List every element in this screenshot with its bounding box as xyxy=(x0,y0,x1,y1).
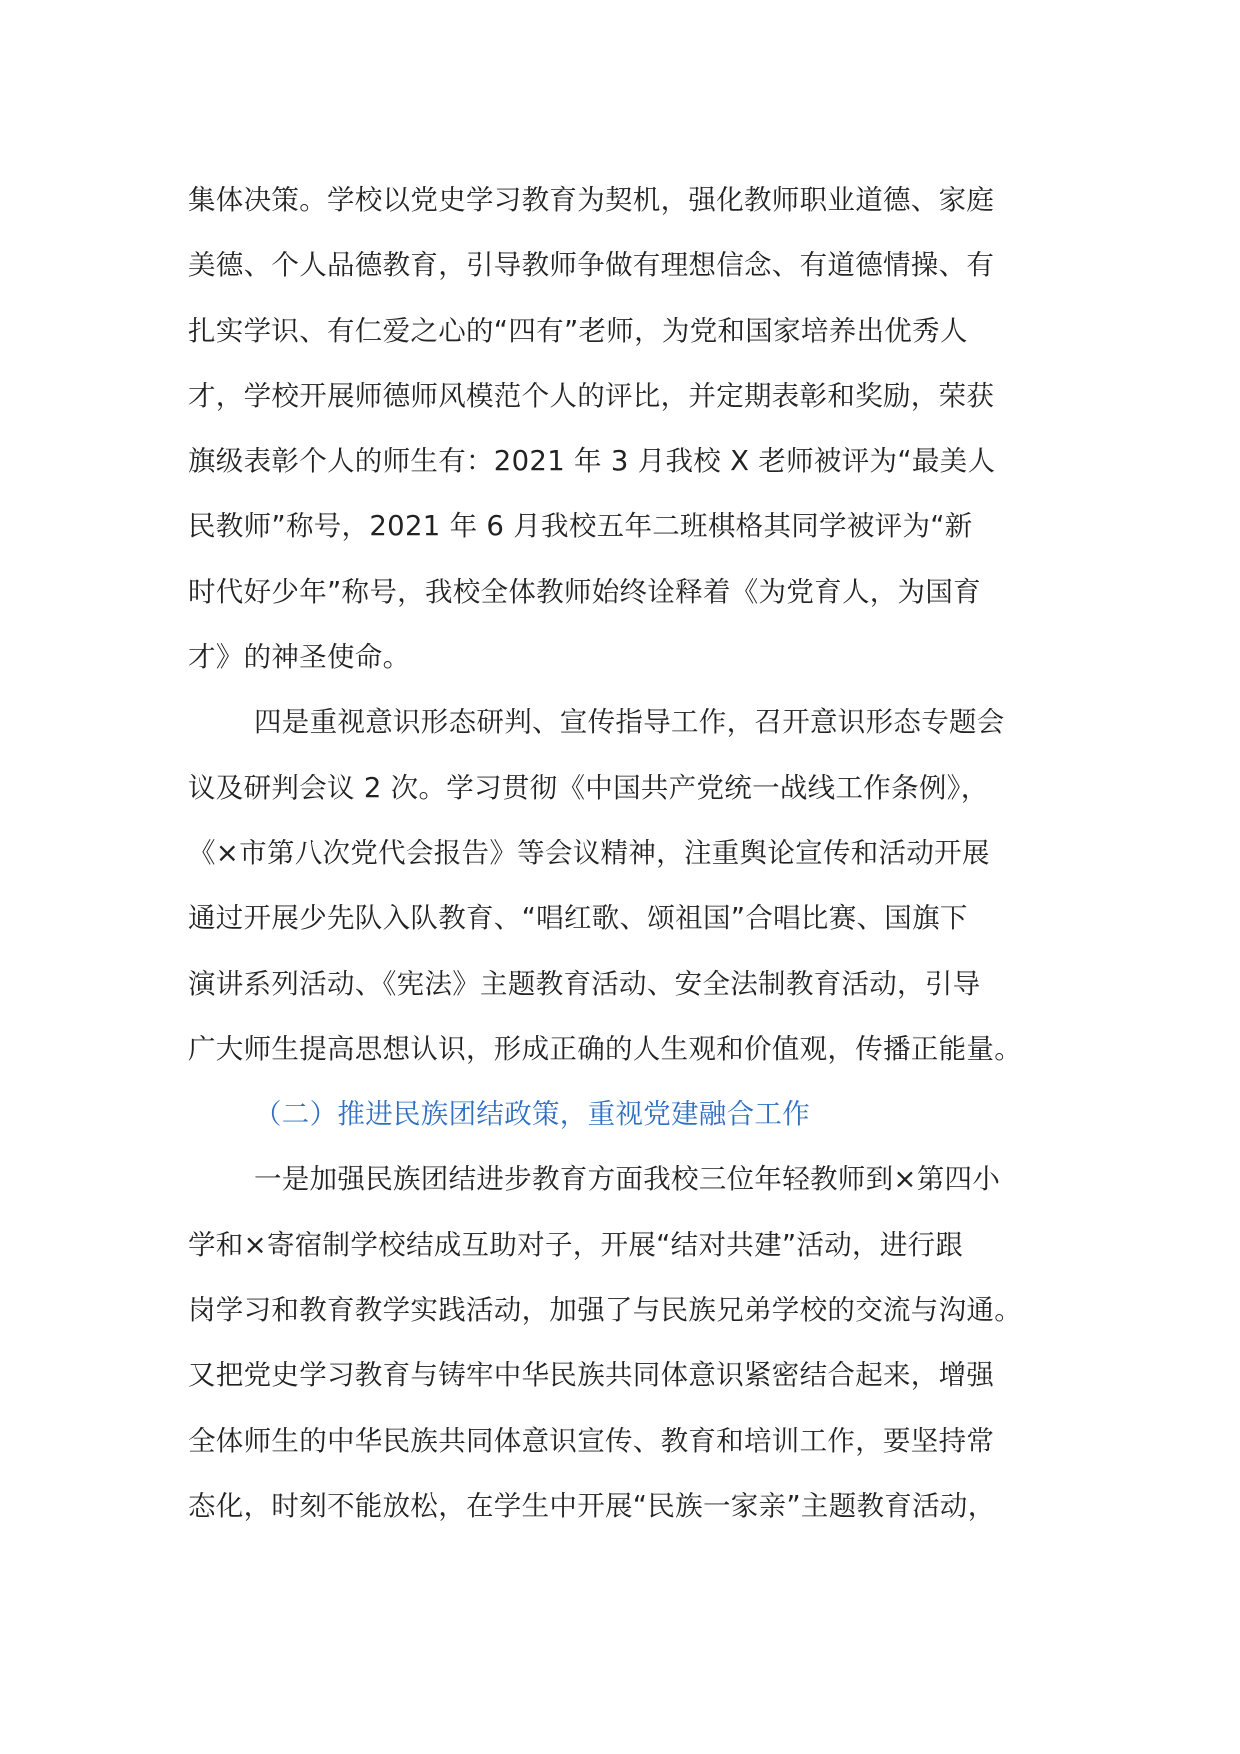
text-line: 时代好少年”称号，我校全体教师始终诠释着《为党育人，为国育 xyxy=(188,575,981,608)
paragraph-start-line: 一是加强民族团结进步教育方面我校三位年轻教师到×第四小 xyxy=(254,1163,1001,1196)
text-line: 通过开展少先队入队教育、“唱红歌、颂祖国”合唱比赛、国旗下 xyxy=(188,902,968,935)
text-line: 美德、个人品德教育，引导教师争做有理想信念、有道德情操、有 xyxy=(188,249,995,282)
text-line: 才》的神圣使命。 xyxy=(188,641,411,674)
text-line: 态化，时刻不能放松，在学生中开展“民族一家亲”主题教育活动， xyxy=(188,1489,996,1522)
text-line: 民教师”称号，2021 年 6 月我校五年二班棋格其同学被评为“新 xyxy=(188,510,973,543)
text-line: 《×市第八次党代会报告》等会议精神，注重舆论宣传和活动开展 xyxy=(188,836,990,869)
text-line: 全体师生的中华民族共同体意识宣传、教育和培训工作，要坚持常 xyxy=(188,1424,995,1457)
text-line: 旗级表彰个人的师生有：2021 年 3 月我校 X 老师被评为“最美人 xyxy=(188,445,996,478)
text-line: 学和×寄宿制学校结成互助对子，开展“结对共建”活动，进行跟 xyxy=(188,1228,964,1261)
text-line: 集体决策。学校以党史学习教育为契机，强化教师职业道德、家庭 xyxy=(188,184,995,216)
text-line: 扎实学识、有仁爱之心的“四有”老师，为党和国家培养出优秀人 xyxy=(188,314,968,347)
section-heading: （二）推进民族团结政策，重视党建融合工作 xyxy=(254,1098,810,1131)
text-line: 又把党史学习教育与铸牢中华民族共同体意识紧密结合起来，增强 xyxy=(188,1359,995,1392)
text-line: 议及研判会议 2 次。学习贯彻《中国共产党统一战线工作条例》， xyxy=(188,771,989,804)
paragraph-start-line: 四是重视意识形态研判、宣传指导工作，召开意识形态专题会 xyxy=(254,706,1005,739)
document-body xyxy=(188,168,1053,1539)
text-line: 广大师生提高思想认识，形成正确的人生观和价值观，传播正能量。 xyxy=(188,1032,1022,1065)
text-line: 才，学校开展师德师风模范个人的评比，并定期表彰和奖励，荣获 xyxy=(188,379,995,412)
text-line: 岗学习和教育教学实践活动，加强了与民族兄弟学校的交流与沟通。 xyxy=(188,1294,1022,1327)
text-line: 演讲系列活动、《宪法》主题教育活动、安全法制教育活动，引导 xyxy=(188,967,981,1000)
